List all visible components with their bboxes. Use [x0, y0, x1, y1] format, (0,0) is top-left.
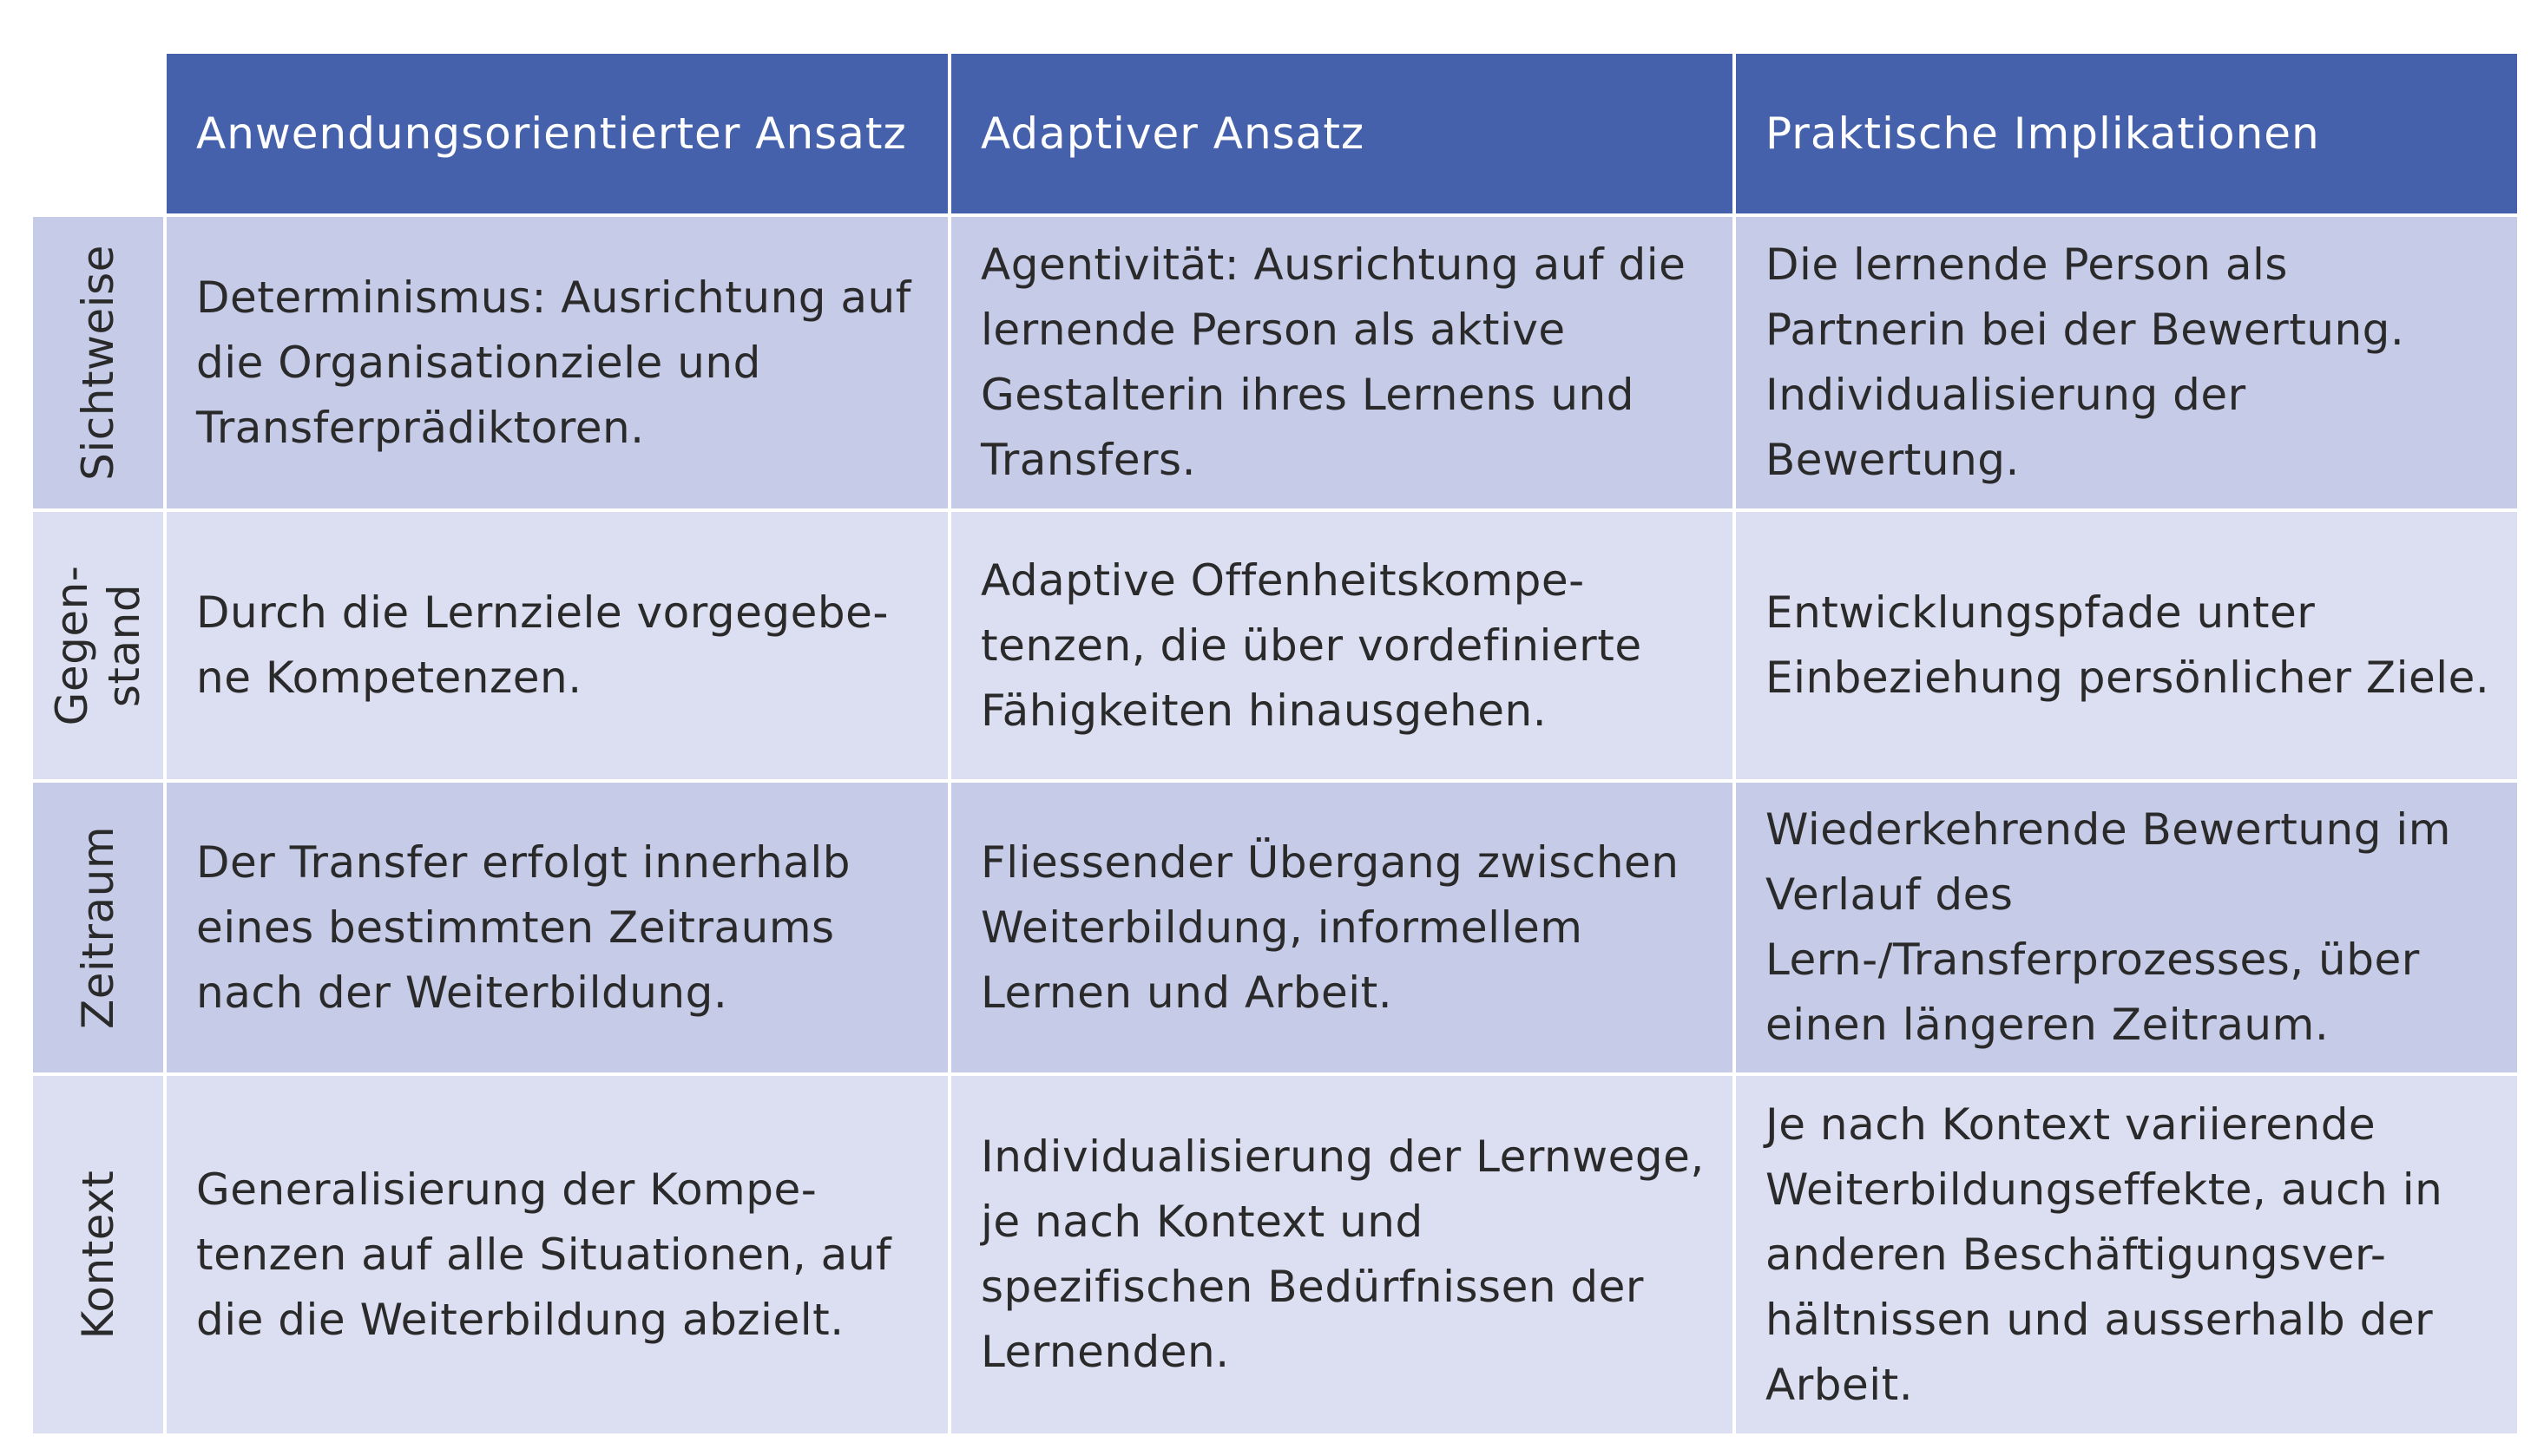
cell-text: Der Transfer erfolgt innerhalb eines bestimmten Zeitraums nach der Weiterbildung.	[196, 836, 851, 1018]
row-label-line: Gegen-	[47, 565, 97, 726]
table-cell	[1736, 512, 2517, 779]
table-cell	[167, 783, 948, 1072]
cell-text: Fliessender Übergang zwischen Weiterbildung, informellem Lernen und Arbeit.	[981, 836, 1680, 1018]
row-label-text	[46, 566, 150, 726]
table-cell	[167, 512, 948, 779]
table-cell	[951, 512, 1732, 779]
cell-text: Individualisierung der Lernwege, je nach Kontext und spezifischen Bedürfnissen der Lernenden.	[981, 1131, 1705, 1377]
header-label: Praktische Implikationen	[1765, 108, 2320, 159]
cell-text: Wiederkehrende Bewertung im Verlauf des Lern-/Transferprozesses, über einen längeren Zeitraum.	[1765, 804, 2451, 1050]
cell-text: Adaptive Offenheitskompe-tenzen, die über vordefinierte Fähigkeiten hinausgehen.	[981, 554, 1642, 736]
header-adaptiv	[951, 54, 1732, 213]
row-label-text: Kontext	[73, 1170, 123, 1340]
table-corner	[33, 54, 163, 213]
cell-text: Entwicklungspfade unter Einbeziehung persönlicher Ziele.	[1765, 587, 2490, 703]
header-anwendungsorientiert	[167, 54, 948, 213]
table-cell	[951, 1076, 1732, 1433]
table-cell	[951, 783, 1732, 1072]
table-cell	[1736, 217, 2517, 508]
row-label-kontext	[33, 1076, 163, 1433]
table-cell	[167, 1076, 948, 1433]
row-label-text: Sichtweise	[73, 245, 123, 481]
header-label: Adaptiver Ansatz	[981, 108, 1365, 159]
cell-text: Agentivität: Ausrichtung auf die lernende Person als aktive Gestalterin ihres Lernens und Transfers.	[981, 239, 1686, 485]
table-cell	[1736, 783, 2517, 1072]
table-cell	[1736, 1076, 2517, 1433]
row-label-sichtweise	[33, 217, 163, 508]
cell-text: Generalisierung der Kompe-tenzen auf alle Situationen, auf die die Weiterbildung abzielt.	[196, 1164, 892, 1345]
comparison-table	[33, 54, 2517, 1425]
row-label-text: Zeitraum	[73, 825, 123, 1030]
header-label: Anwendungsorientierter Ansatz	[196, 108, 907, 159]
cell-text: Die lernende Person als Partnerin bei der Bewertung. Individualisierung der Bewertung.	[1765, 239, 2405, 485]
cell-text: Je nach Kontext variierende Weiterbildungseffekte, auch in anderen Beschäftigungsver-hältnissen und ausserhalb der Arbeit.	[1765, 1099, 2443, 1410]
cell-text: Durch die Lernziele vorgegebe-ne Kompetenzen.	[196, 587, 889, 703]
row-label-line: stand	[99, 583, 149, 708]
table-cell	[951, 217, 1732, 508]
table-cell	[167, 217, 948, 508]
row-label-gegenstand	[33, 512, 163, 779]
cell-text: Determinismus: Ausrichtung auf die Organisationziele und Transferprädiktoren.	[196, 272, 911, 453]
row-label-zeitraum	[33, 783, 163, 1072]
header-praktische-implikationen	[1736, 54, 2517, 213]
